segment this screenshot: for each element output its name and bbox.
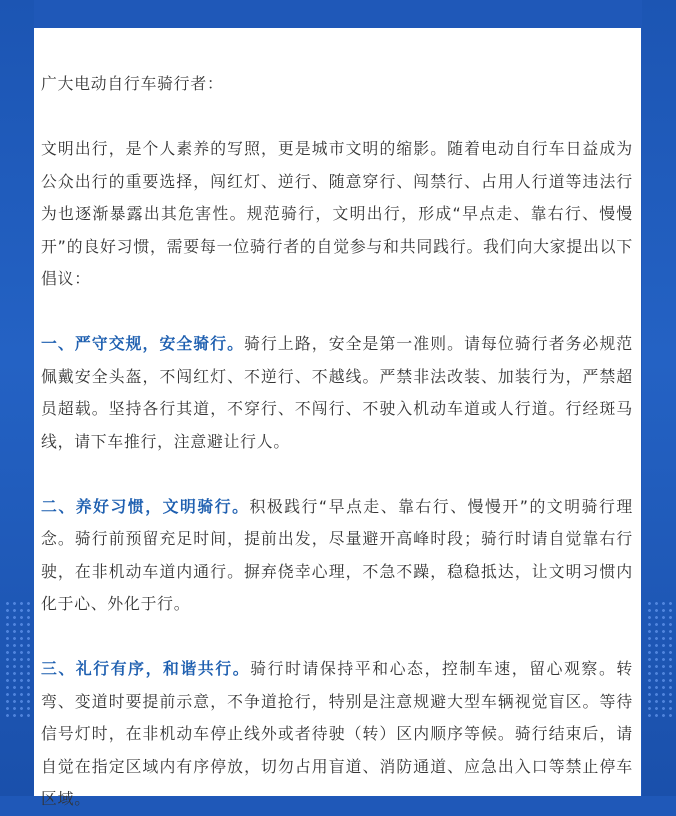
greeting: 广大电动自行车骑行者：: [41, 74, 224, 93]
section-paragraph-2: [41, 491, 633, 621]
paragraph-spacer: [41, 296, 633, 329]
section-body-3: 骑行时请保持平和心态，控制车速，留心观察。转弯、变道时要提前示意，不争道抢行，特别是注意规避大型车辆视觉盲区。等待信号灯时，在非机动车停止线外或者待驶（转）区内顺序等候。骑行结束后，请自觉在指定区域内有序停放，切勿占用盲道、消防通道、应急出入口等禁止停车区域。: [41, 659, 633, 808]
section-heading-1: 一、严守交规，安全骑行。: [41, 334, 245, 353]
intro-paragraph: 文明出行，是个人素养的写照，更是城市文明的缩影。随着电动自行车日益成为公众出行的重要选择，闯红灯、逆行、随意穿行、闯禁行、占用人行道等违法行为也逐渐暴露出其危害性。规范骑行，文明出行，形成“早点走、靠右行、慢慢开”的良好习惯，需要每一位骑行者的自觉参与和共同践行。我们向大家提出以下倡议：: [41, 139, 633, 288]
paragraph-spacer: [41, 621, 633, 654]
section-heading-2: 二、养好习惯，文明骑行。: [41, 496, 250, 516]
section-paragraph-1: [41, 328, 633, 458]
section-body-1: 骑行上路，安全是第一准则。请每位骑行者务必规范佩戴安全头盔，不闯红灯、不逆行、不越线。严禁非法改装、加装行为，严禁超员超载。坚持各行其道，不穿行、不闯行、不驶入机动车道或人行道。行经斑马线，请下车推行，注意避让行人。: [41, 334, 633, 451]
letter-card: [34, 28, 641, 808]
section-heading-3: 三、礼行有序，和谐共行。: [41, 659, 251, 678]
section-paragraph-3: [41, 653, 633, 816]
section-body-2: 积极践行“早点走、靠右行、慢慢开”的文明骑行理念。骑行前预留充足时间，提前出发，尽量避开高峰时段；骑行时请自觉靠右行驶，在非机动车道内通行。摒弃侥幸心理，不急不躁，稳稳抵达，让文明习惯内化于心、外化于行。: [41, 496, 633, 613]
background-right-panel: [642, 0, 676, 796]
paragraph-spacer: [41, 458, 633, 491]
paragraph-spacer: [41, 101, 633, 134]
background-left-panel: [0, 0, 34, 796]
